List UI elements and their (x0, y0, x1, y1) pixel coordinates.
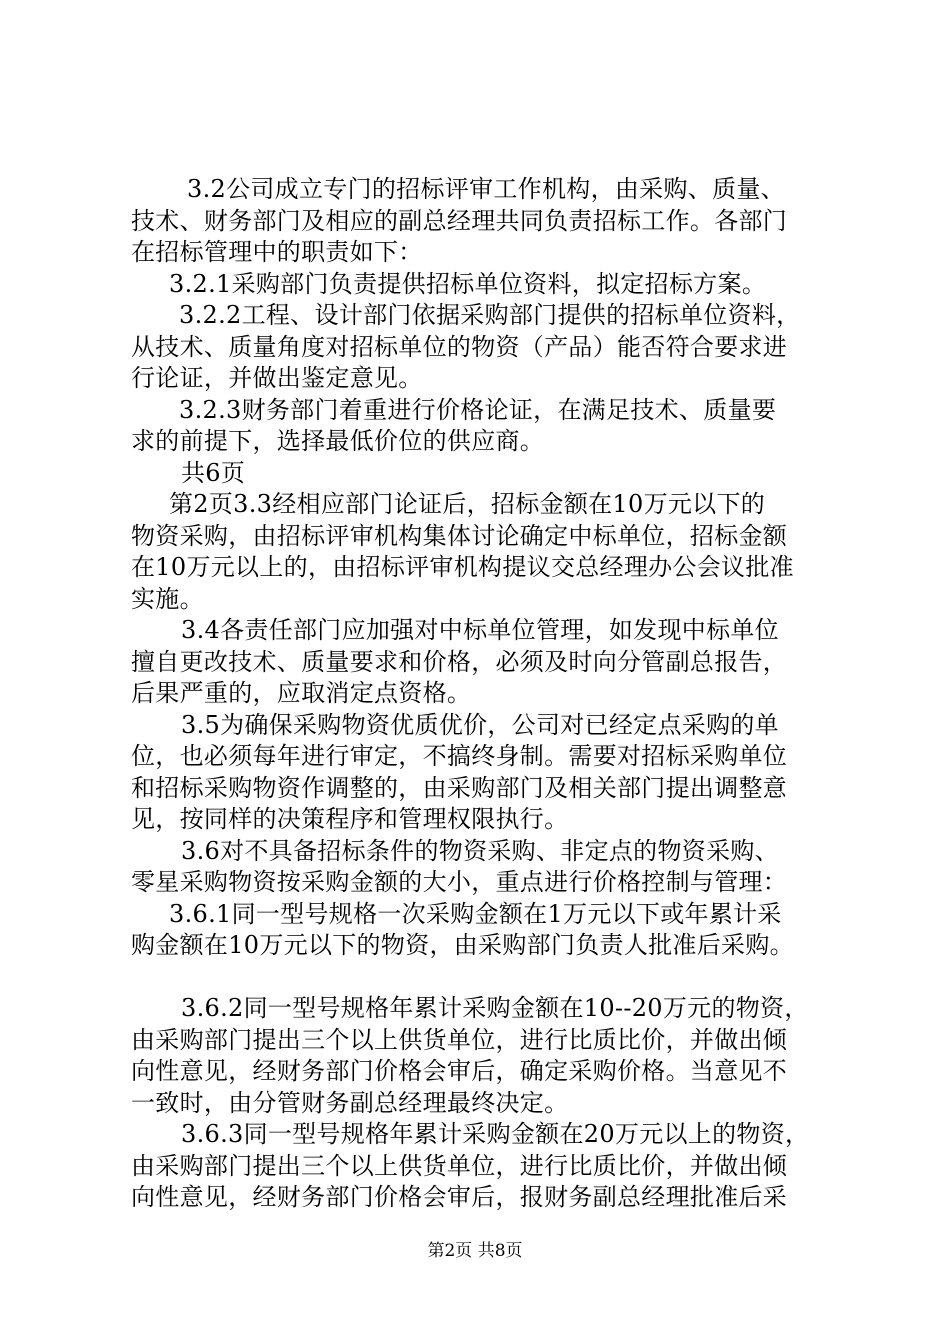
paragraph-3-2-1: 3.2.1采购部门负责提供招标单位资料，拟定招标方案。 (169, 269, 767, 298)
paragraph-3-2-3-line-1: 3.2.3财务部门着重进行价格论证，在满足技术、质量要 (179, 395, 777, 424)
paragraph-3-6-2-line-2: 由采购部门提出三个以上供货单位，进行比质比价，并做出倾 (131, 1025, 788, 1054)
paragraph-3-2-line-1: 3.2公司成立专门的招标评审工作机构，由采购、质量、 (187, 175, 785, 203)
paragraph-3-6-1-line-1: 3.6.1同一型号规格一次采购金额在1万元以下或年累计采 (169, 899, 782, 928)
paragraph-3-6-2-line-3: 向性意见，经财务部门价格会审后，确定采购价格。当意见不 (131, 1057, 788, 1085)
paragraph-3-6-3-line-2: 由采购部门提出三个以上供货单位，进行比质比价，并做出倾 (131, 1151, 788, 1180)
blank-line (131, 962, 831, 994)
paragraph-3-4-line-2: 擅自更改技术、质量要求和价格，必须及时向分管副总报告， (131, 647, 788, 676)
paragraph-3-2-2-line-1: 3.2.2工程、设计部门依据采购部门提供的招标单位资料， (179, 301, 801, 329)
paragraph-3-6-3-line-1: 3.6.3同一型号规格年累计采购金额在20万元以上的物资， (181, 1120, 810, 1148)
paragraph-3-6-2-line-1: 3.6.2同一型号规格年累计采购金额在10--20万元的物资， (181, 994, 809, 1022)
page-count-text: 共6页 (181, 458, 246, 487)
paragraph-3-5-line-4: 见，按同样的决策程序和管理权限执行。 (131, 805, 569, 833)
paragraph-3-2-2-line-3: 行论证，并做出鉴定意见。 (131, 364, 423, 392)
page-footer: 第2页 共8页 (427, 1241, 523, 1261)
document-body (131, 174, 831, 1214)
paragraph-3-5-line-1: 3.5为确保采购物资优质优价，公司对已经定点采购的单 (181, 710, 779, 739)
paragraph-3-2-line-2: 技术、财务部门及相应的副总经理共同负责招标工作。各部门 (131, 206, 788, 235)
paragraph-3-3-line-3: 在10万元以上的，由招标评审机构提议交总经理办公会议批准 (131, 553, 794, 581)
paragraph-3-3-line-1: 第2页3.3经相应部门论证后，招标金额在10万元以下的 (169, 490, 766, 518)
paragraph-3-2-3-line-2: 求的前提下，选择最低价位的供应商。 (131, 427, 545, 455)
paragraph-3-6-3-line-3: 向性意见，经财务部门价格会审后，报财务副总经理批准后采 (131, 1183, 788, 1211)
paragraph-3-3-line-2: 物资采购，由招标评审机构集体讨论确定中标单位，招标金额 (131, 521, 788, 550)
paragraph-3-6-2-line-4: 一致时，由分管财务副总经理最终决定。 (131, 1088, 569, 1117)
paragraph-3-6-line-2: 零星采购物资按采购金额的大小，重点进行价格控制与管理： (131, 868, 788, 896)
paragraph-3-5-line-3: 和招标采购物资作调整的，由采购部门及相关部门提出调整意 (131, 773, 788, 802)
paragraph-3-3-line-4: 实施。 (131, 584, 204, 613)
paragraph-3-4-line-3: 后果严重的，应取消定点资格。 (131, 679, 472, 707)
paragraph-3-6-1-line-2: 购金额在10万元以下的物资，由采购部门负责人批准后采购。 (131, 931, 794, 959)
paragraph-3-6-line-1: 3.6对不具备招标条件的物资采购、非定点的物资采购、 (181, 836, 779, 865)
paragraph-3-5-line-2: 位，也必须每年进行审定，不搞终身制。需要对招标采购单位 (131, 742, 788, 770)
paragraph-3-2-line-3: 在招标管理中的职责如下： (131, 238, 423, 266)
paragraph-3-2-2-line-2: 从技术、质量角度对招标单位的物资（产品）能否符合要求进 (131, 332, 788, 361)
paragraph-3-4-line-1: 3.4各责任部门应加强对中标单位管理，如发现中标单位 (181, 616, 779, 644)
